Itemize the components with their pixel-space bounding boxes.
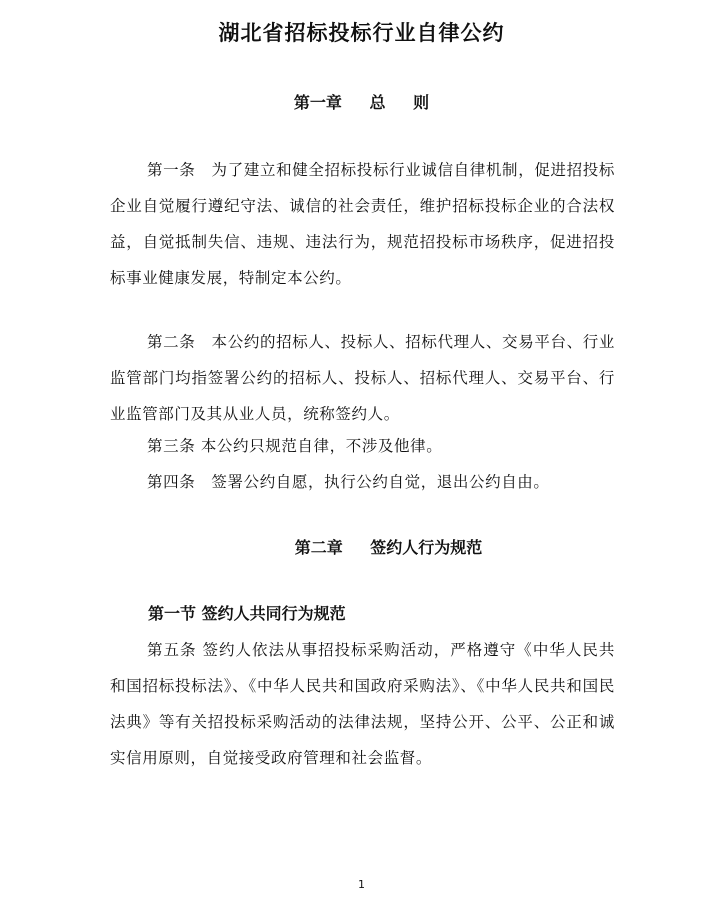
article-5: 第五条 签约人依法从事招投标采购活动，严格遵守《中华人民共和国招标投标法》、《中华人民共和国政府采购法》、《中华人民共和国民法典》等有关招投标采购活动的法律法规，坚持公开、公平、公正和诚实信用原则，自觉接受政府管理和社会监督。: [110, 641, 615, 767]
chapter-heading-general-provisions: 第一章 总 则: [293, 93, 430, 112]
section-heading-common-conduct: 第一节 签约人共同行为规范: [148, 604, 346, 623]
chapter-heading-signatory-conduct: 第二章 签约人行为规范: [294, 538, 483, 557]
article-2: 第二条 本公约的招标人、投标人、招标代理人、交易平台、行业监管部门均指签署公约的招标人、投标人、招标代理人、交易平台、行业监管部门及其从业人员，统称签约人。: [110, 333, 615, 423]
article-1: 第一条 为了建立和健全招标投标行业诚信自律机制，促进招投标企业自觉履行遵纪守法、诚信的社会责任，维护招标投标企业的合法权益，自觉抵制失信、违规、违法行为，规范招投标市场秩序，促进招投标事业健康发展，特制定本公约。: [110, 161, 615, 287]
article-3: 第三条 本公约只规范自律，不涉及他律。: [147, 437, 443, 455]
article-4: 第四条 签署公约自愿，执行公约自觉，退出公约自由。: [147, 473, 550, 491]
page-number: 1: [358, 878, 365, 891]
document-title: 湖北省招标投标行业自律公约: [218, 21, 505, 45]
